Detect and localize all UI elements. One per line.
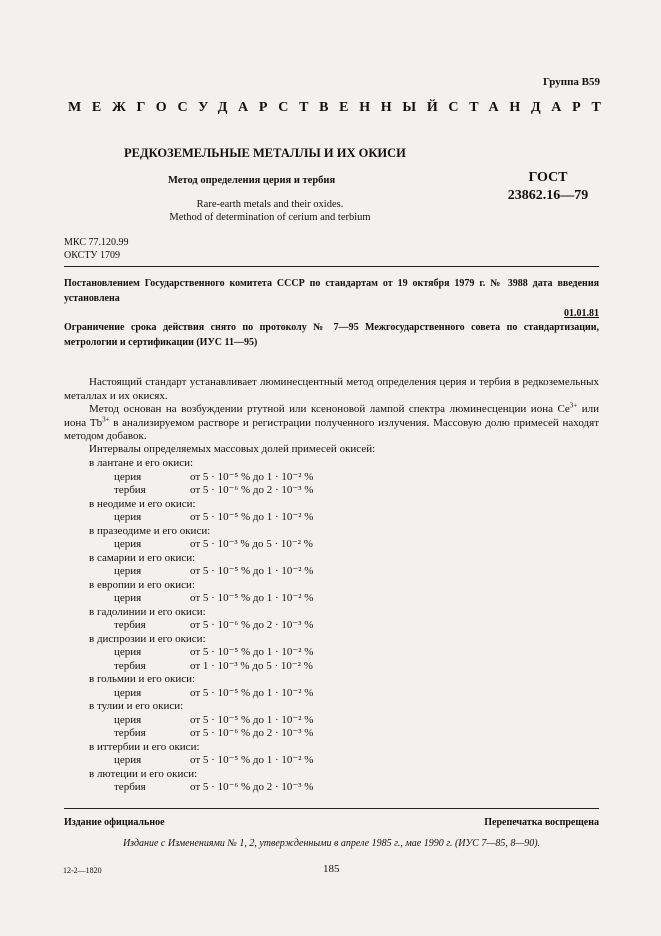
interval-element: церия xyxy=(114,511,142,523)
decree-text: Постановлением Государственного комитета СССР по стандартам от 19 октября 1979 г. № 3988 дата введения установлена xyxy=(64,278,599,304)
interval-range: от 1 · 10⁻³ % до 5 · 10⁻² % xyxy=(190,659,313,672)
limit-text: Ограничение срока действия снято по протоколу № 7—95 Межгосударственного совета по стандартизации, метрологии и сертификации (ИУС 11—95) xyxy=(64,322,599,348)
english-title xyxy=(135,198,405,224)
standard-banner xyxy=(68,100,612,116)
interval-range: от 5 · 10⁻⁵ % до 1 · 10⁻² % xyxy=(190,646,314,658)
interval-range: от 5 · 10⁻⁶ % до 2 · 10⁻³ % xyxy=(190,619,314,631)
interval-element: тербия xyxy=(114,484,146,496)
divider-top xyxy=(64,266,599,267)
paragraph-scope: Настоящий стандарт устанавливает люминесцентный метод определения церия и тербия в редкоземельных металлах и их окисях. xyxy=(64,376,599,402)
interval-element: церия xyxy=(114,592,142,604)
intervals-intro: Интервалы определяемых массовых долей примесей окисей: xyxy=(89,443,376,455)
document-title: РЕДКОЗЕМЕЛЬНЫЕ МЕТАЛЛЫ И ИХ ОКИСИ xyxy=(124,146,406,160)
okstu-code: ОКСТУ 1709 xyxy=(64,250,121,261)
interval-element: тербия xyxy=(114,619,146,631)
interval-range: от 5 · 10⁻⁶ % до 2 · 10⁻³ % xyxy=(190,727,314,739)
interval-group: в диспрозии и его окиси: xyxy=(89,632,206,645)
interval-group: в празеодиме и его окиси: xyxy=(89,524,211,537)
group-code: Группа В59 xyxy=(542,76,600,88)
mks-code: МКС 77.120.99 xyxy=(64,237,129,248)
interval-group: в лютеции и его окиси: xyxy=(89,767,198,780)
tb-charge: 3+ xyxy=(102,414,110,423)
page-number: 185 xyxy=(323,863,340,875)
method-text-a: Метод основан на возбуждении ртутной или ксеноновой лампой спектра люминесценции иона Ce xyxy=(89,403,570,415)
interval-range: от 5 · 10⁻⁵ % до 1 · 10⁻² % xyxy=(190,754,314,766)
ce-charge: 3+ xyxy=(569,401,578,410)
interval-group: в лантане и его окиси: xyxy=(89,457,194,469)
banner-word-standard: СТАНДАРТ xyxy=(448,100,612,115)
interval-group: в иттербии и его окиси: xyxy=(89,740,200,753)
interval-element: церия xyxy=(114,538,142,550)
interval-element: церия xyxy=(114,713,142,726)
print-code: 12-2—1820 xyxy=(63,866,102,875)
interval-range: от 5 · 10⁻³ % до 5 · 10⁻² % xyxy=(190,538,313,550)
edition-note: Издание с Изменениями № 1, 2, утвержденными в апреле 1985 г., мае 1990 г. (ИУС 7—85, 8—90). xyxy=(122,838,541,849)
interval-range: от 5 · 10⁻⁵ % до 1 · 10⁻² % xyxy=(190,713,314,726)
interval-element: церия xyxy=(114,754,142,766)
interval-group: в гольмии и его окиси: xyxy=(89,673,196,685)
interval-element: тербия xyxy=(114,781,146,793)
interval-group: в гадолинии и его окиси: xyxy=(89,605,206,618)
gost-number: 23862.16—79 xyxy=(507,188,589,203)
interval-range: от 5 · 10⁻⁶ % до 2 · 10⁻³ % xyxy=(190,781,314,793)
gost-designation xyxy=(503,169,593,205)
interval-group: в неодиме и его окиси: xyxy=(89,497,196,510)
interval-range: от 5 · 10⁻⁵ % до 1 · 10⁻² % xyxy=(190,686,314,699)
interval-element: церия xyxy=(114,686,142,699)
method-text-b: или иона Tb xyxy=(64,403,599,429)
divider-bottom xyxy=(64,808,599,809)
interval-range: от 5 · 10⁻⁵ % до 1 · 10⁻² % xyxy=(190,565,314,577)
interval-element: церия xyxy=(114,646,142,658)
interval-group: в тулии и его окиси: xyxy=(89,700,184,712)
interval-element: тербия xyxy=(114,659,146,672)
english-title-line2: Method of determination of cerium and terbium xyxy=(169,212,371,223)
interval-range: от 5 · 10⁻⁶ % до 2 · 10⁻³ % xyxy=(190,484,314,496)
document-subtitle: Метод определения церия и тербия xyxy=(168,175,336,186)
interval-range: от 5 · 10⁻⁵ % до 1 · 10⁻² % xyxy=(190,470,314,483)
classification-codes xyxy=(64,236,128,262)
interval-range: от 5 · 10⁻⁵ % до 1 · 10⁻² % xyxy=(190,592,314,604)
interval-element: тербия xyxy=(114,727,146,739)
interval-group: в европии и его окиси: xyxy=(89,578,195,591)
english-title-line1: Rare-earth metals and their oxides. xyxy=(196,199,344,210)
official-edition: Издание официальное xyxy=(64,817,165,828)
interval-element: церия xyxy=(114,565,142,577)
interval-element: церия xyxy=(114,470,142,483)
introduction-date: 01.01.81 xyxy=(564,308,599,319)
reprint-notice: Перепечатка воспрещена xyxy=(484,817,599,828)
interval-range: от 5 · 10⁻⁵ % до 1 · 10⁻² % xyxy=(190,511,314,523)
gost-label: ГОСТ xyxy=(528,170,568,185)
banner-word-interstate: МЕЖГОСУДАРСТВЕННЫЙ xyxy=(68,100,449,115)
paragraph-method xyxy=(64,403,599,444)
interval-group: в самарии и его окиси: xyxy=(89,551,196,564)
method-text-c: в анализируемом растворе и регистрации полученного излучения. Массовую долю примесей находят методом добавок. xyxy=(64,416,599,442)
